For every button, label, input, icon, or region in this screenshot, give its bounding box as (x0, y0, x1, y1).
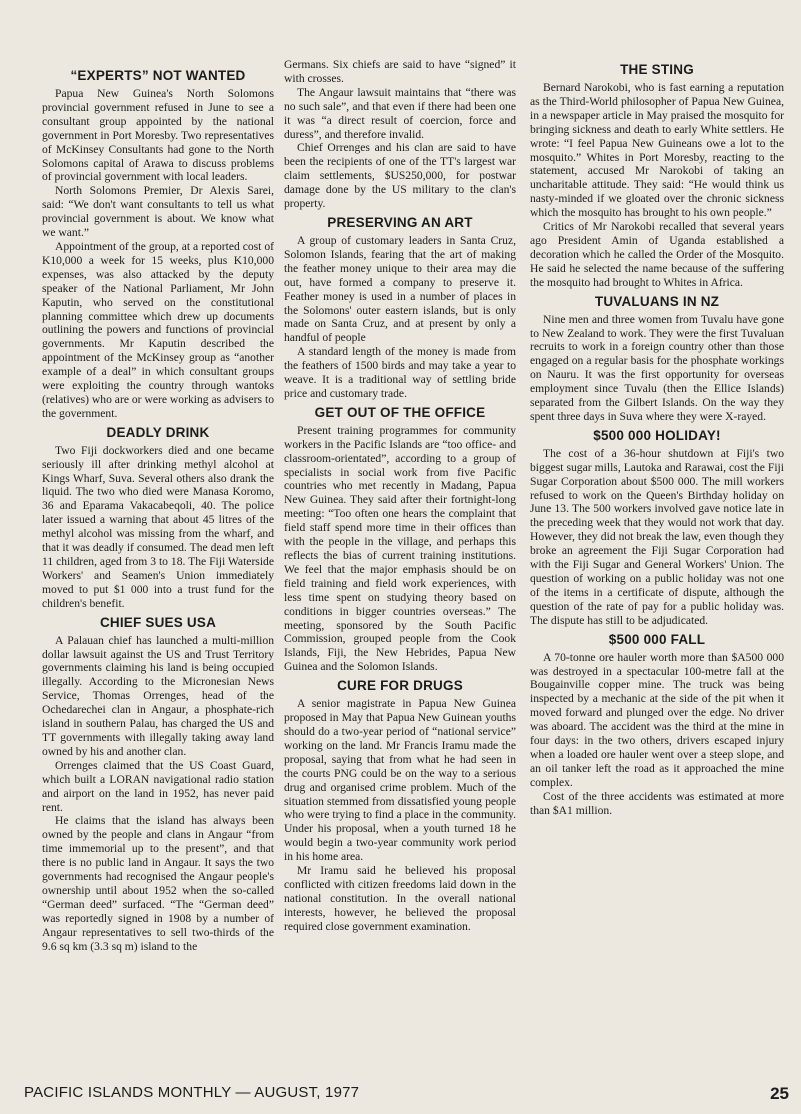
article-heading-drugs: CURE FOR DRUGS (337, 678, 463, 694)
article-paragraph: North Solomons Premier, Dr Alexis Sarei, said: “We don't want consultants to tell us what provincial government is about. We know what we want.” (42, 184, 274, 240)
column-2 (284, 58, 516, 934)
article-paragraph: Papua New Guinea's North Solomons provincial government refused in June to see a consultant group appointed by the national government in Port Moresby. Two representatives of McKinsey Consultants had gone to the North Solomons capital of Arawa to discuss problems of provincial government with local leaders. (42, 87, 274, 184)
publication-title: PACIFIC ISLANDS MONTHLY — AUGUST, 1977 (24, 1084, 360, 1101)
article-paragraph: Orrenges claimed that the US Coast Guard, which built a LORAN navigational radio station and airport on the land in 1952, has never paid rent. (42, 758, 274, 814)
article-heading-art: PRESERVING AN ART (327, 214, 473, 230)
article-heading-chief: CHIEF SUES USA (99, 614, 217, 630)
article-paragraph-continued: Germans. Six chiefs are said to have “signed” it with crosses. (284, 58, 516, 85)
article-paragraph: A standard length of the money is made from the feathers of 1500 birds and may take a year to weave. It is a traditional way of settling bride price and customary trade. (284, 345, 516, 400)
page-footer (0, 1084, 801, 1106)
article-heading-office: GET OUT OF THE OFFICE (314, 404, 486, 420)
article-heading-drink: DEADLY DRINK (106, 424, 210, 440)
article-heading-experts: “EXPERTS” NOT WANTED (70, 68, 246, 83)
article-paragraph: Bernard Narokobi, who is fast earning a reputation as the Third-World philosopher of Papua New Guinea, in a newspaper article in May praised the mosquito for bringing sickness and death to early White settlers. He wrote: “I feel Papua New Guineans owe a lot to the mosquito.” Whites in Port Moresby, reacting to the statement, accused Mr Narokobi of taking an uncharitable attitude. They said: “He would think us nasty-minded if we gloated over the chronic sickness which the mosquito has brought to his own people.” (530, 81, 784, 220)
article-paragraph: He claims that the island has always been owned by the people and clans in Angaur “from time immemorial up to the present”, and that there is no public land in Angaur. It says the two governments had recognised the Angaur people's ownership until about 1952 when the so-called “German deed” surfaced. “The “German deed” was reportedly signed in 1908 by a number of Angaur representatives to sell two-thirds of the 9.6 sq km (3.3 sq m) island to the (42, 814, 274, 953)
article-paragraph: A group of customary leaders in Santa Cruz, Solomon Islands, fearing that the art of making the feather money unique to their area may die out, have formed a company to preserve it. Feather money is used in a number of places in the Solomons' outer eastern islands, but is only made on Santa Cruz, and at present by only a handful of people (284, 233, 516, 345)
article-paragraph: The Angaur lawsuit maintains that “there was no such sale”, and that even if there had been one it was “a direct result of coercion, force and duress”, and therefore invalid. (284, 85, 516, 141)
article-heading-tuvaluans: TUVALUANS IN NZ (594, 293, 720, 309)
article-heading-holiday: $500 000 HOLIDAY! (593, 427, 721, 443)
article-paragraph: Mr Iramu said he believed his proposal conflicted with citizen freedoms laid down in the national constitution. In the overall national interests, however, he believed the proposal required close government examination. (284, 864, 516, 933)
article-paragraph: A 70-tonne ore hauler worth more than $A500 000 was destroyed in a spectacular 100-metre fall at the Bougainville copper mine. The truck was being inspected by a mechanic at the side of the pit when it moved forward and plunged over the edge. No driver was aboard. The accident was the third at the mine in four days: in the two others, drivers escaped injury when a loaded ore hauler went over a steep slope, and an oil tanker left the road as it approached the mine complex. (530, 650, 784, 789)
article-paragraph: A Palauan chief has launched a multi-million dollar lawsuit against the US and Trust Territory governments claiming his land is being occupied illegally. According to the Micronesian News Service, Thomas Orrenges, head of the Ochedarechei clan in Angaur, a phosphate-rich island in southern Palau, has charged the US and TT governments with illegally taking away land owned by his and another clan. (42, 633, 274, 758)
column-1 (42, 64, 274, 953)
article-paragraph: The cost of a 36-hour shutdown at Fiji's two biggest sugar mills, Lautoka and Rarawai, cost the Fiji Sugar Corporation about $500 000. The mill workers refused to work on the Queen's Birthday holiday on June 13. The 500 workers involved gave notice late in the preceding week that they would not work that day. However, they did not break the law, even though they broke an agreement the Fiji Sugar Corporation had with the Fiji Sugar and General Workers' Union. The question of working on a public holiday was not one of the items in a certificate of dispute, although the question of the rate of pay for a public holiday was. The dispute has still to be adjudicated. (530, 446, 784, 627)
article-paragraph: Two Fiji dockworkers died and one became seriously ill after drinking methyl alcohol at Kings Wharf, Suva. Several others also drank the liquid. The two who died were Manasa Koromo, 36 and Eparama Vakacabeqoli, 40. The police later issued a warning that about 45 litres of the methyl alcohol was missing from the wharf, and that it was deadly if consumed. The dead men left 11 children, aged from 3 to 18. The Fiji Waterside Workers' and Seamen's Union immediately moved to put $1 000 into a trust fund for the children's benefit. (42, 443, 274, 610)
article-paragraph: Cost of the three accidents was estimated at more than $A1 million. (530, 789, 784, 817)
article-paragraph: Present training programmes for community workers in the Pacific Islands are “too office- and classroom-orientated”, according to a group of specialists in social work from five Pacific countries who met recently in Madang, Papua New Guinea. They said after their fortnight-long meeting: “Too often one hears the complaint that field staff spend more time in their offices than with the people in the village, and perhaps this reflects the bias of current training institutions. We feel that the major emphasis should be on field training and field work experiences, with less time spent on studying theory based on conditions in bigger countries overseas.” The meeting, sponsored by the South Pacific Commission, grouped people from the Cook Islands, Fiji, the New Hebrides, Papua New Guinea and the Solomon Islands. (284, 423, 516, 674)
page-number: 25 (770, 1084, 789, 1103)
article-paragraph: Appointment of the group, at a reported cost of K10,000 a week for 15 weeks, plus K10,000 expenses, was also attacked by the deputy speaker of the National Parliament, Mr John Kaputin, who served on the constitutional planning committee which drew up documents outlining the powers and functions of provincial governments. Mr Kaputin described the appointment of the McKinsey group as “another example of a deal” in which consultant groups were exploiting the country through wantoks (relatives) who are or were working as advisers to the government. (42, 239, 274, 420)
column-3 (530, 58, 784, 818)
article-paragraph: Chief Orrenges and his clan are said to have been the recipients of one of the TT's largest war claim settlements, $US250,000, for postwar damage done by the US military to the clan's property. (284, 141, 516, 211)
article-heading-fall: $500 000 FALL (608, 631, 706, 647)
article-paragraph: Critics of Mr Narokobi recalled that several years ago President Amin of Uganda established a decoration which he called the Order of the Mosquito. He said he selected the name because of the suffering the mosquito had brought to Whites in Africa. (530, 220, 784, 289)
article-paragraph: A senior magistrate in Papua New Guinea proposed in May that Papua New Guinean youths should do a two-year period of “national service” working on the land. Mr Francis Iramu made the proposal, saying that from what he had seen in the courts PNG could be on the way to a serious drug and organised crime problem. Much of the situation stemmed from dissatisfied young people who were trying to find a place in the community. Under his proposal, when a youth turned 18 he would begin a two-year community work period in his home area. (284, 697, 516, 864)
article-heading-sting: THE STING (620, 62, 694, 77)
article-paragraph: Nine men and three women from Tuvalu have gone to New Zealand to work. They were the first Tuvaluan recruits to work in a foreign country other than those engaged on a regular basis for the phosphate workings on Nauru. It was the first opportunity for overseas employment since Tuvalu (then the Ellice Islands) separated from the Gilbert Islands. On the way they spent three days in Suva where they were X-rayed. (530, 312, 784, 423)
